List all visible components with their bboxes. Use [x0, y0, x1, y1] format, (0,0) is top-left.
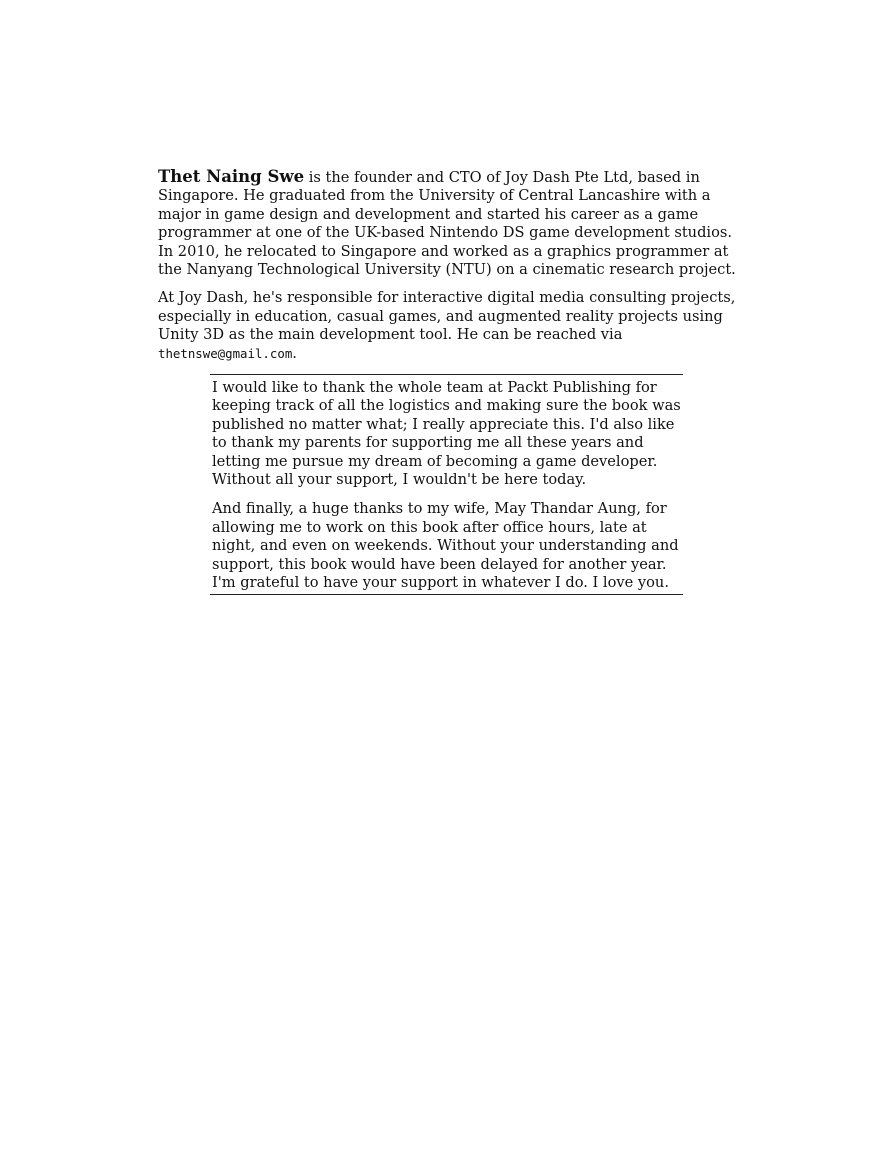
bio-paragraph-intro — [158, 168, 736, 279]
bio-contact-text: At Joy Dash, he's responsible for interactive digital media consulting projects, especially in education, casual games, and augmented reality projects using Unity 3D as the main development tool. He can be reached via — [158, 289, 736, 344]
bio-paragraph-contact — [158, 289, 736, 363]
bio-contact-end: . — [292, 344, 297, 362]
acknowledgements-paragraph-1: I would like to thank the whole team at Packt Publishing for keeping track of all the logistics and making sure the book was published no matter what; I really appreciate this. I'd also like to thank my parents for supporting me all these years and letting me pursue my dream of becoming a game developer. Without all your support, I wouldn't be here today. — [212, 379, 681, 489]
author-name: Thet Naing Swe — [158, 167, 305, 186]
author-email: thetnswe@gmail.com — [158, 345, 293, 361]
acknowledgements-box — [210, 374, 683, 595]
author-bio — [158, 168, 736, 373]
bio-intro-text: is the founder and CTO of Joy Dash Pte Ltd, based in Singapore. He graduated from the University of Central Lancashire with a major in game design and development and started his career as a game programmer at one of the UK-based Nintendo DS game development studios. In 2010, he relocated to Singapore and worked as a graphics programmer at the Nanyang Technological University (NTU) on a cinematic research project. — [158, 169, 736, 279]
acknowledgements-paragraph-2: And finally, a huge thanks to my wife, May Thandar Aung, for allowing me to work on this book after office hours, late at night, and even on weekends. Without your understanding and support, this book would have been delayed for another year. I'm grateful to have your support in whatever I do. I love you. — [212, 500, 679, 592]
